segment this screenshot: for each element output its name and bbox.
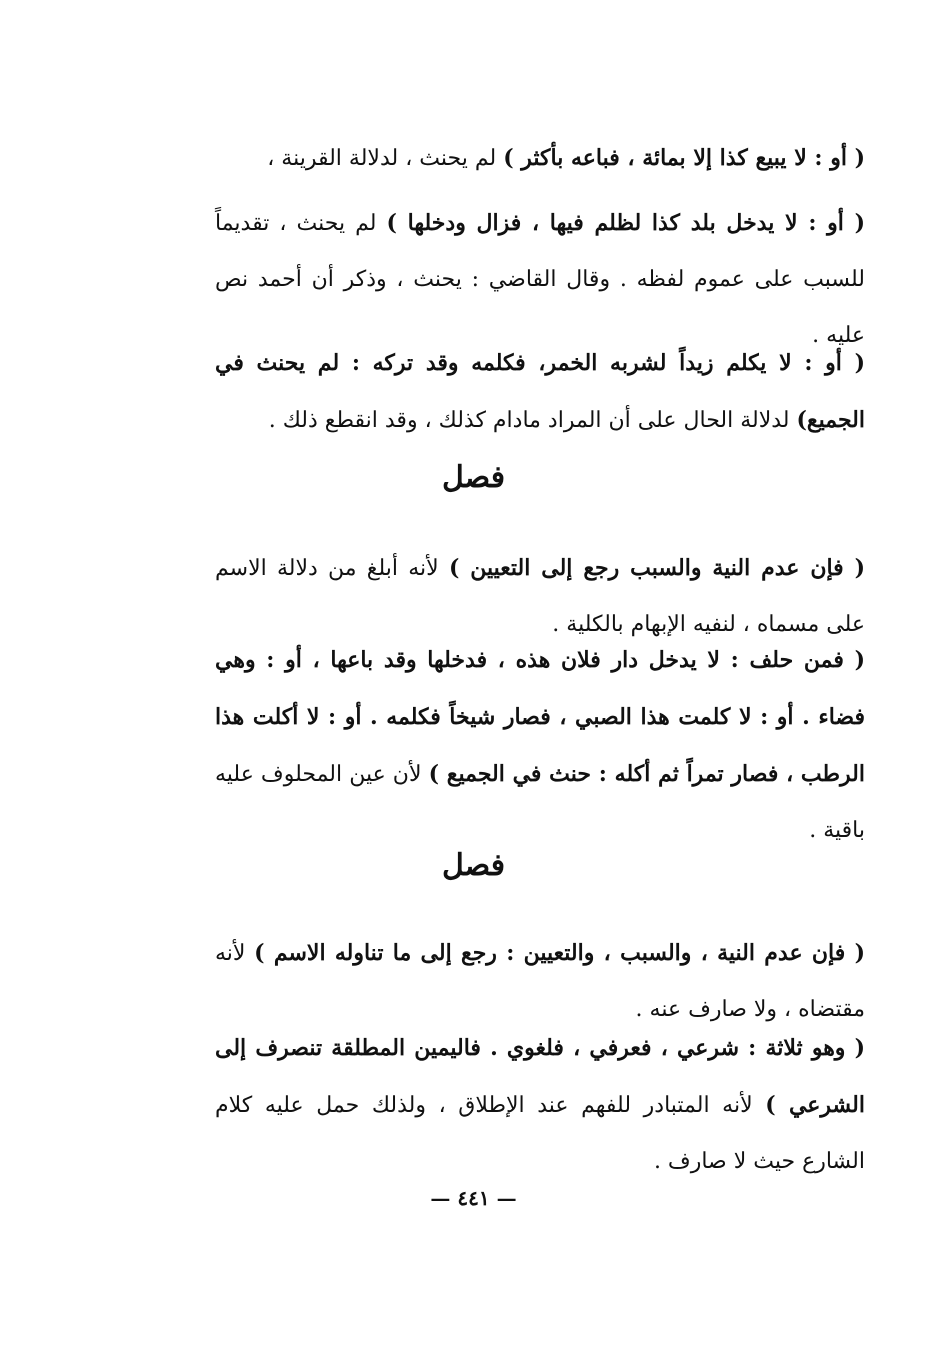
paragraph-3-text: لدلالة الحال على أن المراد مادام كذلك ، وقد انقطع ذلك . xyxy=(268,408,797,433)
paragraph-6-text: لأنه مقتضاه ، ولا صارف عنه . xyxy=(215,941,865,1022)
paragraph-3 xyxy=(215,335,865,449)
paragraph-4-bold: ( فإن عدم النية والسبب رجع إلى التعيين ) xyxy=(448,555,866,581)
paragraph-1 xyxy=(215,130,865,187)
paragraph-5-text: لأن عين المحلوف عليه باقية . xyxy=(215,762,865,843)
paragraph-7 xyxy=(215,1020,865,1190)
page-number: — ٤٤١ — xyxy=(430,1186,517,1210)
section-heading-1: فصل xyxy=(441,460,506,495)
paragraph-5-bold: ( فمن حلف : لا يدخل دار فلان هذه ، فدخلها وقد باعها ، أو : وهي فضاء . أو : لا كلمت هذا الصبي ، فصار شيخاً فكلمه . أو : لا أكلت هذا الرطب ، فصار تمراً ثم أكله : حنث في الجميع ) xyxy=(215,647,865,787)
paragraph-4-text: لأنه أبلغ من دلالة الاسم على مسماه ، لنفيه الإبهام بالكلية . xyxy=(215,556,865,637)
paragraph-2-bold: ( أو : لا يدخل بلد كذا لظلم فيها ، فزال ودخلها ) xyxy=(386,210,866,236)
paragraph-1-bold: ( أو : لا يبيع كذا إلا بمائة ، فباعه بأكثر ) xyxy=(503,145,865,171)
section-heading-2: فصل xyxy=(441,848,506,883)
paragraph-7-bold: ( وهو ثلاثة : شرعي ، فعرفي ، فلغوي . فاليمين المطلقة تنصرف إلى الشرعي ) xyxy=(215,1035,865,1118)
paragraph-5 xyxy=(215,632,865,859)
paragraph-6-bold: ( فإن عدم النية ، والسبب ، والتعيين : رجع إلى ما تناوله الاسم ) xyxy=(254,940,865,966)
paragraph-2-text: لم يحنث ، تقديماً للسبب على عموم لفظه . وقال القاضي : يحنث ، وذكر أن أحمد نص عليه . xyxy=(215,211,865,348)
paragraph-3-bold: ( أو : لا يكلم زيداً لشربه الخمر، فكلمه وقد تركه : لم يحنث في الجميع) xyxy=(215,350,865,433)
paragraph-1-text: لم يحنث ، لدلالة القرينة ، xyxy=(267,146,504,171)
paragraph-7-text: لأنه المتبادر للفهم عند الإطلاق ، ولذلك حمل عليه كلام الشارع حيث لا صارف . xyxy=(215,1093,865,1174)
